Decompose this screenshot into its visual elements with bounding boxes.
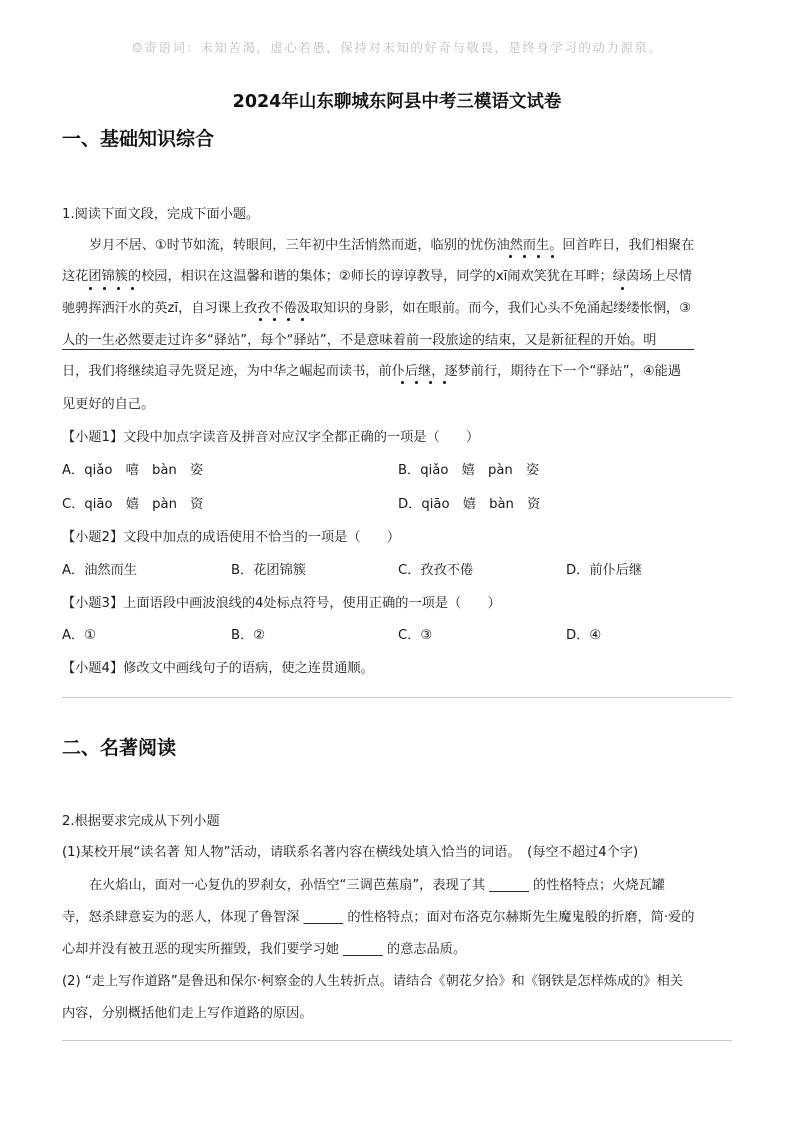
passage-line-6: 见更好的自己。: [62, 397, 155, 412]
section-divider: [62, 697, 732, 698]
subquestion-2-option-d[interactable]: D．前仆后继: [566, 563, 643, 578]
subquestion-3-option-d[interactable]: D．④: [566, 628, 602, 643]
passage-line-4: 人的一生必然要走过许多“驿站”，每个“驿站”，不是意味着前一段旅途的结束，又是新征程的开始。明: [62, 333, 657, 348]
subquestion-2: 【小题2】文段中加点的成语使用不恰当的一项是（ ）: [62, 530, 401, 545]
part-2-line-1: (2) “走上写作道路”是鲁迅和保尔·柯察金的人生转折点。请结合《朝花夕拾》和《钢铁是怎样炼成的》相关: [62, 974, 683, 989]
part-1-instruction: (1)某校开展“读名著 知人物”活动，请联系名著内容在横线处填入恰当的词语。 (每空不超过4个字): [62, 845, 639, 860]
subquestion-3: 【小题3】上面语段中画波浪线的4处标点符号，使用正确的一项是（ ）: [62, 596, 501, 611]
passage-line-2: 这花团锦簇的校园，相识在这温馨和谐的集体；②师长的谆谆教导，同学的xī闹欢笑犹在耳畔；绿茵场上尽情: [62, 269, 692, 284]
subquestion-3-option-c[interactable]: C．③: [398, 628, 433, 643]
subquestion-2-option-c[interactable]: C．孜孜不倦: [398, 563, 474, 578]
subquestion-1-option-a[interactable]: A．qiǎo 嘻 bàn 姿: [62, 463, 204, 478]
passage-line-5: 日，我们将继续追寻先贤足迹，为中华之崛起而读书，前仆后继，逐梦前行，期待在下一个“驿站”，④能遇: [62, 364, 681, 379]
subquestion-1-option-b[interactable]: B．qiǎo 嬉 pàn 姿: [398, 463, 540, 478]
subquestion-2-option-a[interactable]: A．油然而生: [62, 563, 137, 578]
underline-sentence: [62, 349, 694, 350]
subquestion-3-option-b[interactable]: B．②: [231, 628, 266, 643]
subquestion-4: 【小题4】修改文中画线句子的语病，使之连贯通顺。: [62, 661, 374, 676]
section-2-title: 二、名著阅读: [62, 737, 177, 759]
subquestion-2-option-b[interactable]: B．花团锦簇: [231, 563, 306, 578]
passage-line-1: 岁月不居、①时节如流，转眼间，三年初中生活悄然而逝，临别的忧伤油然而生。回首昨日，我们相聚在: [89, 238, 695, 253]
part-1-line-2: 寺，怒杀肆意妄为的恶人，体现了鲁智深 ______ 的性格特点；面对布洛克尔赫斯先生魔鬼般的折磨，简·爱的: [62, 910, 695, 925]
part-1-line-1: 在火焰山，面对一心复仇的罗刹女，孙悟空“三调芭蕉扇”，表现了其 ______ 的性格特点；火烧瓦罐: [89, 878, 665, 893]
subquestion-1: 【小题1】文段中加点字读音及拼音对应汉字全都正确的一项是（ ）: [62, 430, 480, 445]
subquestion-1-option-c[interactable]: C．qiāo 嬉 pàn 资: [62, 497, 204, 512]
section-divider-bottom: [62, 1040, 732, 1041]
header-motto: ☺寄语词：未知苦渴，虚心若愚，保持对未知的好奇与敬畏，是终身学习的动力源泉。: [131, 40, 663, 55]
subquestion-1-option-d[interactable]: D．qiāo 嬉 bàn 资: [398, 497, 541, 512]
part-2-line-2: 内容，分别概括他们走上写作道路的原因。: [62, 1006, 313, 1021]
passage-line-3: 驰骋挥洒汗水的英zī，自习课上孜孜不倦汲取知识的身影，如在眼前。而今，我们心头不免涌起缕缕怅惘，③: [62, 301, 692, 316]
document-title: 2024年山东聊城东阿县中考三模语文试卷: [232, 92, 562, 112]
part-1-line-3: 心却并没有被丑恶的现实所摧毁，我们要学习她 ______ 的意志品质。: [62, 942, 467, 957]
section-1-title: 一、基础知识综合: [62, 128, 215, 150]
question-2-intro: 2.根据要求完成从下列小题: [62, 814, 220, 829]
subquestion-3-option-a[interactable]: A．①: [62, 628, 97, 643]
question-1-intro: 1.阅读下面文段，完成下面小题。: [62, 207, 260, 222]
